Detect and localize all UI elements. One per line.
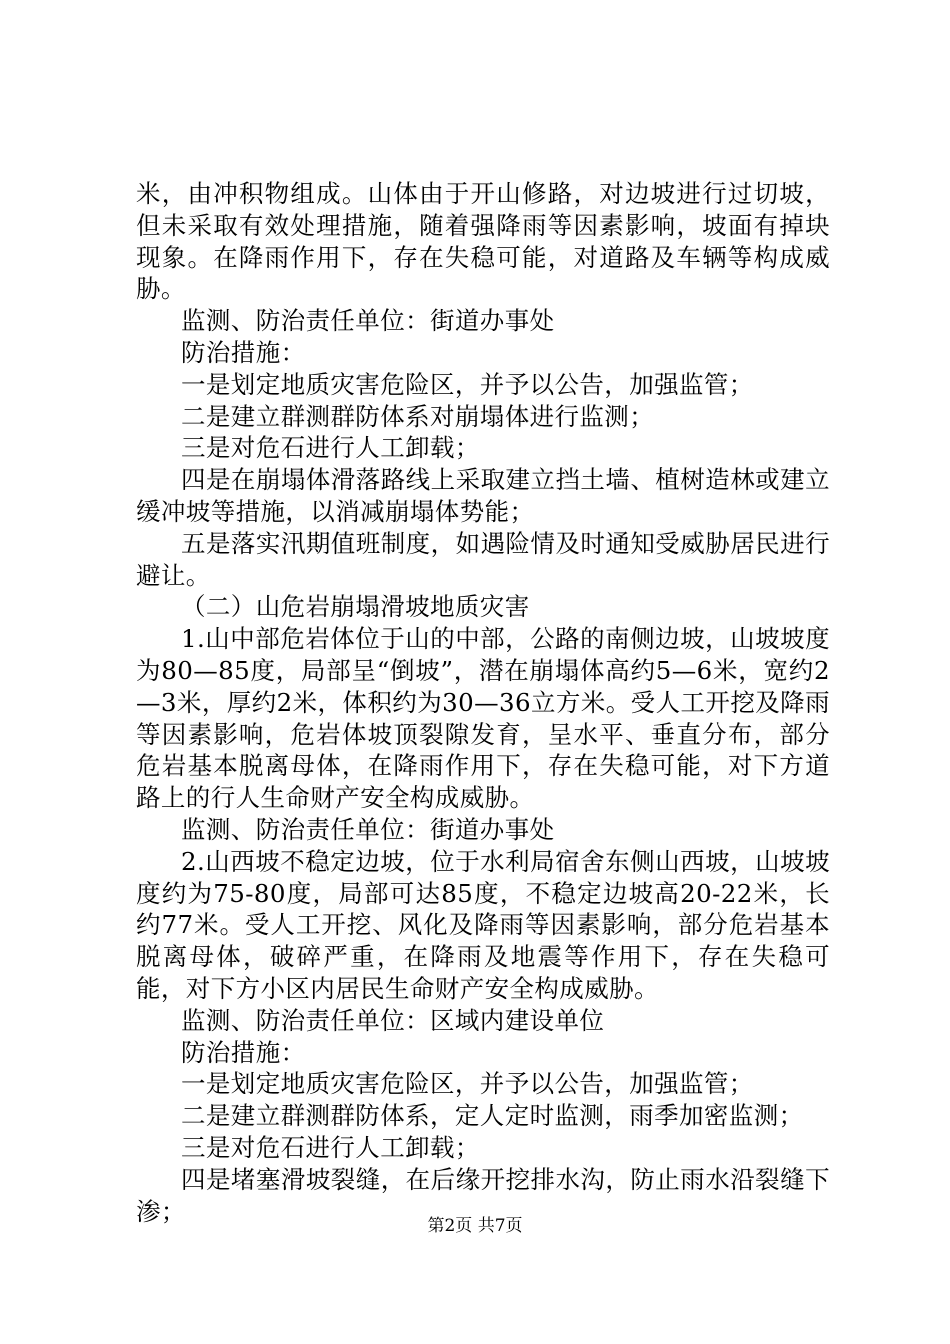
paragraph-3: 防治措施： xyxy=(181,337,306,367)
paragraph-6: 三是对危石进行人工卸载； xyxy=(181,433,480,463)
paragraph-11: 监测、防治责任单位：街道办事处 xyxy=(181,814,555,844)
paragraph-13: 监测、防治责任单位：区域内建设单位 xyxy=(181,1005,605,1035)
paragraph-18: 四是堵塞滑坡裂缝，在后缘开挖排水沟，防止雨水沿裂缝下渗； xyxy=(136,1164,830,1226)
paragraph-7: 四是在崩塌体滑落路线上采取建立挡土墙、植树造林或建立缓冲坡等措施，以消减崩塌体势能； xyxy=(136,465,830,526)
section-heading: （二）山危岩崩塌滑坡地质灾害 xyxy=(181,592,530,622)
paragraph-12: 2.山西坡不稳定边坡，位于水利局宿舍东侧山西坡，山坡坡度约为75-80度，局部可达85度，不稳定边坡高20-22米，长约77米。受人工开挖、风化及降雨等因素影响，部分危岩基本脱离母体，破碎严重，在降雨及地震等作用下，存在失稳可能，对下方小区内居民生命财产安全构成威胁。 xyxy=(136,846,830,1003)
paragraph-4: 一是划定地质灾害危险区，并予以公告，加强监管； xyxy=(181,369,754,399)
paragraph-10: 1.山中部危岩体位于山的中部，公路的南侧边坡，山坡坡度为80—85度，局部呈“倒坡”，潜在崩塌体高约5—6米，宽约2—3米，厚约2米，体积约为30—36立方米。受人工开挖及降雨等因素影响，危岩体坡顶裂隙发育，呈水平、垂直分布，部分危岩基本脱离母体，在降雨作用下，存在失稳可能，对下方道路上的行人生命财产安全构成威胁。 xyxy=(136,624,830,813)
page-number-label: 第2页 共7页 xyxy=(427,1216,523,1236)
paragraph-17: 三是对危石进行人工卸载； xyxy=(181,1132,480,1162)
paragraph-14: 防治措施： xyxy=(181,1037,306,1067)
paragraph-16: 二是建立群测群防体系，定人定时监测，雨季加密监测； xyxy=(181,1101,804,1131)
paragraph-2: 监测、防治责任单位：街道办事处 xyxy=(181,306,555,336)
paragraph-5: 二是建立群测群防体系对崩塌体进行监测； xyxy=(181,401,655,431)
document-body xyxy=(136,178,830,1227)
page-footer xyxy=(0,1215,950,1237)
paragraph-8: 五是落实汛期值班制度，如遇险情及时通知受威胁居民进行避让。 xyxy=(136,528,830,590)
paragraph-1: 米，由冲积物组成。山体由于开山修路，对边坡进行过切坡，但未采取有效处理措施，随着强降雨等因素影响，坡面有掉块现象。在降雨作用下，存在失稳可能，对道路及车辆等构成威胁。 xyxy=(136,179,830,304)
paragraph-15: 一是划定地质灾害危险区，并予以公告，加强监管； xyxy=(181,1069,754,1099)
